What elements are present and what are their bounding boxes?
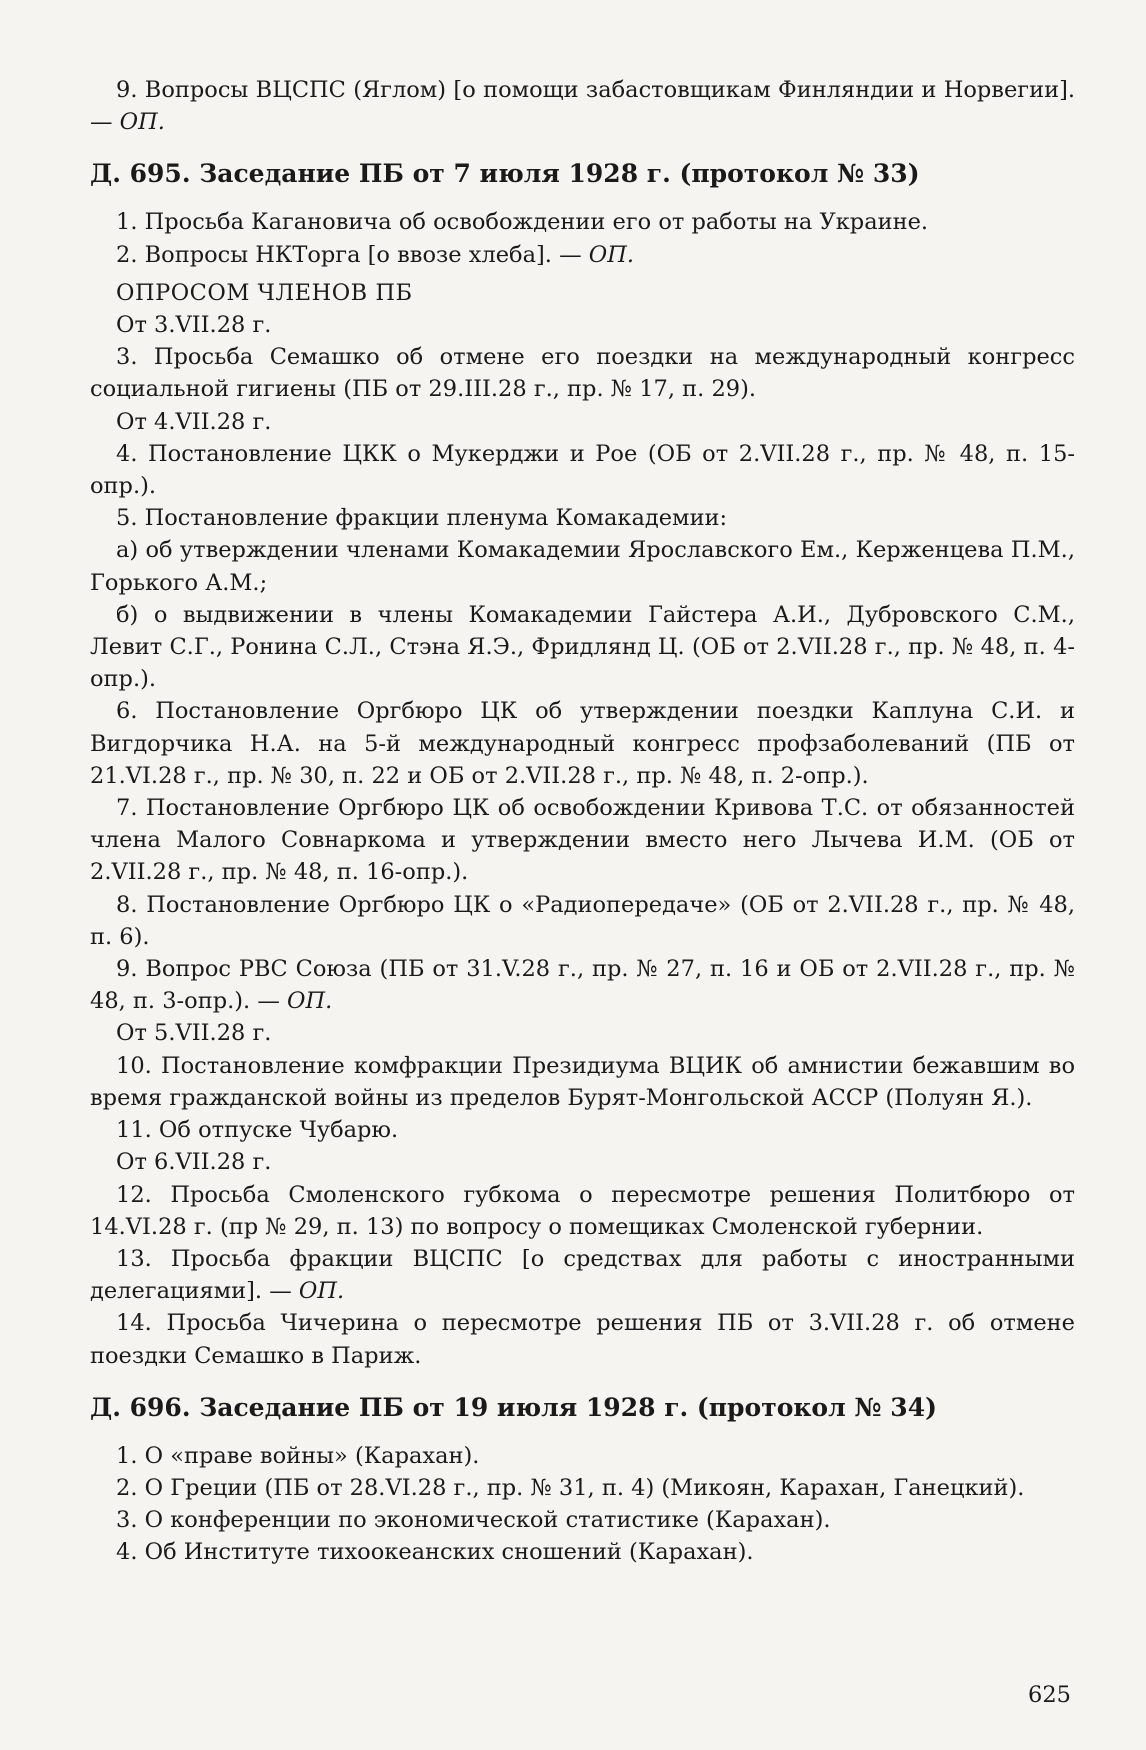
d696-item-4: 4. Об Институте тихоокеанских сношений (Карахан). <box>116 1539 754 1566</box>
document-body <box>90 74 1075 1569</box>
date-6-vii: От 6.VII.28 г. <box>116 1149 272 1176</box>
op-mark: ОП. <box>298 1278 345 1305</box>
page-number: 625 <box>1028 1682 1071 1708</box>
d695-title: Д. 695. Заседание ПБ от 7 июля 1928 г. (протокол № 33) <box>90 159 920 189</box>
item-9-ostatok <box>90 74 1075 138</box>
d695-item-11: 11. Об отпуске Чубарю. <box>116 1117 399 1144</box>
date-4-vii: От 4.VII.28 г. <box>116 408 272 435</box>
d695-item-3: 3. Просьба Семашко об отмене его поездки на международный конгресс социальной гигиены (ПБ от 29.III.28 г., пр. № 17, п. 29). <box>90 344 1075 403</box>
d696-title: Д. 696. Заседание ПБ от 19 июля 1928 г. (протокол № 34) <box>90 1392 937 1422</box>
d696-item-3: 3. О конференции по экономической статистике (Карахан). <box>116 1507 831 1534</box>
item-text: 9. Вопрос РВС Союза (ПБ от 31.V.28 г., пр. № 27, п. 16 и ОБ от 2.VII.28 г., пр. № 48, п. 3-опр.). — <box>90 956 1075 1015</box>
item-text: 13. Просьба фракции ВЦСПС [о средствах для работы с иностранными делегациями]. — <box>90 1245 1075 1305</box>
d695-item-4: 4. Постановление ЦКК о Мукерджи и Рое (ОБ от 2.VII.28 г., пр. № 48, п. 15-опр.). <box>90 440 1075 500</box>
d695-item-7: 7. Постановление Оргбюро ЦК об освобождении Кривова Т.С. от обязанностей члена Малого Совнаркома и утверждении вместо него Лычева И.М. (ОБ от 2.VII.28 г., пр. № 48, п. 16-опр.). <box>90 795 1075 886</box>
d695-item-12: 12. Просьба Смоленского губкома о пересмотре решения Политбюро от 14.VI.28 г. (пр № 29, п. 13) по вопросу о помещиках Смоленской губернии. <box>90 1181 1075 1240</box>
date-5-vii: От 5.VII.28 г. <box>116 1020 272 1047</box>
op-mark: ОП. <box>119 109 165 136</box>
d695-item-10: 10. Постановление комфракции Президиума ВЦИК об амнистии бежавшим во время гражданской войны из пределов Бурят-Монгольской АССР (Полуян Я.). <box>90 1052 1075 1111</box>
d695-item-9 <box>90 953 1075 1017</box>
d695-item-5a: а) об утверждении членами Комакадемии Ярославского Ем., Керженцева П.М., Горького А.М.; <box>90 537 1075 596</box>
item-text: 9. Вопросы ВЦСПС (Яглом) [о помощи забастовщикам Финляндии и Норвегии]. — <box>90 77 1075 136</box>
poll-heading: ОПРОСОМ ЧЛЕНОВ ПБ <box>116 279 413 306</box>
d695-item-2 <box>90 239 1075 271</box>
d695-item-14: 14. Просьба Чичерина о пересмотре решения ПБ от 3.VII.28 г. об отмене поездки Семашко в Париж. <box>90 1310 1075 1369</box>
d696-item-1: 1. О «праве войны» (Карахан). <box>116 1442 480 1469</box>
d695-item-13 <box>90 1243 1075 1307</box>
d695-item-8: 8. Постановление Оргбюро ЦК о «Радиопередаче» (ОБ от 2.VII.28 г., пр. № 48, п. 6). <box>90 891 1075 950</box>
item-text: 2. Вопросы НКТорга [о ввозе хлеба]. — <box>116 241 582 268</box>
date-3-vii: От 3.VII.28 г. <box>116 312 272 339</box>
op-mark: ОП. <box>287 988 333 1015</box>
op-mark: ОП. <box>588 241 634 268</box>
d695-item-1: 1. Просьба Кагановича об освобождении его от работы на Украине. <box>116 209 929 236</box>
d695-item-6: 6. Постановление Оргбюро ЦК об утверждении поездки Каплуна С.И. и Вигдорчика Н.А. на 5-й международный конгресс профзаболеваний (ПБ от 21.VI.28 г., пр. № 30, п. 22 и ОБ от 2.VII.28 г., пр. № 48, п. 2-опр.). <box>90 698 1075 789</box>
d695-item-5b: б) о выдвижении в члены Комакадемии Гайстера А.И., Дубровского С.М., Левит С.Г., Ронина С.Л., Стэна Я.Э., Фридлянд Ц. (ОБ от 2.VII.28 г., пр. № 48, п. 4-опр.). <box>90 601 1075 693</box>
d696-item-2: 2. О Греции (ПБ от 28.VI.28 г., пр. № 31, п. 4) (Микоян, Карахан, Ганецкий). <box>116 1474 1025 1501</box>
d695-item-5: 5. Постановление фракции пленума Комакадемии: <box>116 505 728 532</box>
